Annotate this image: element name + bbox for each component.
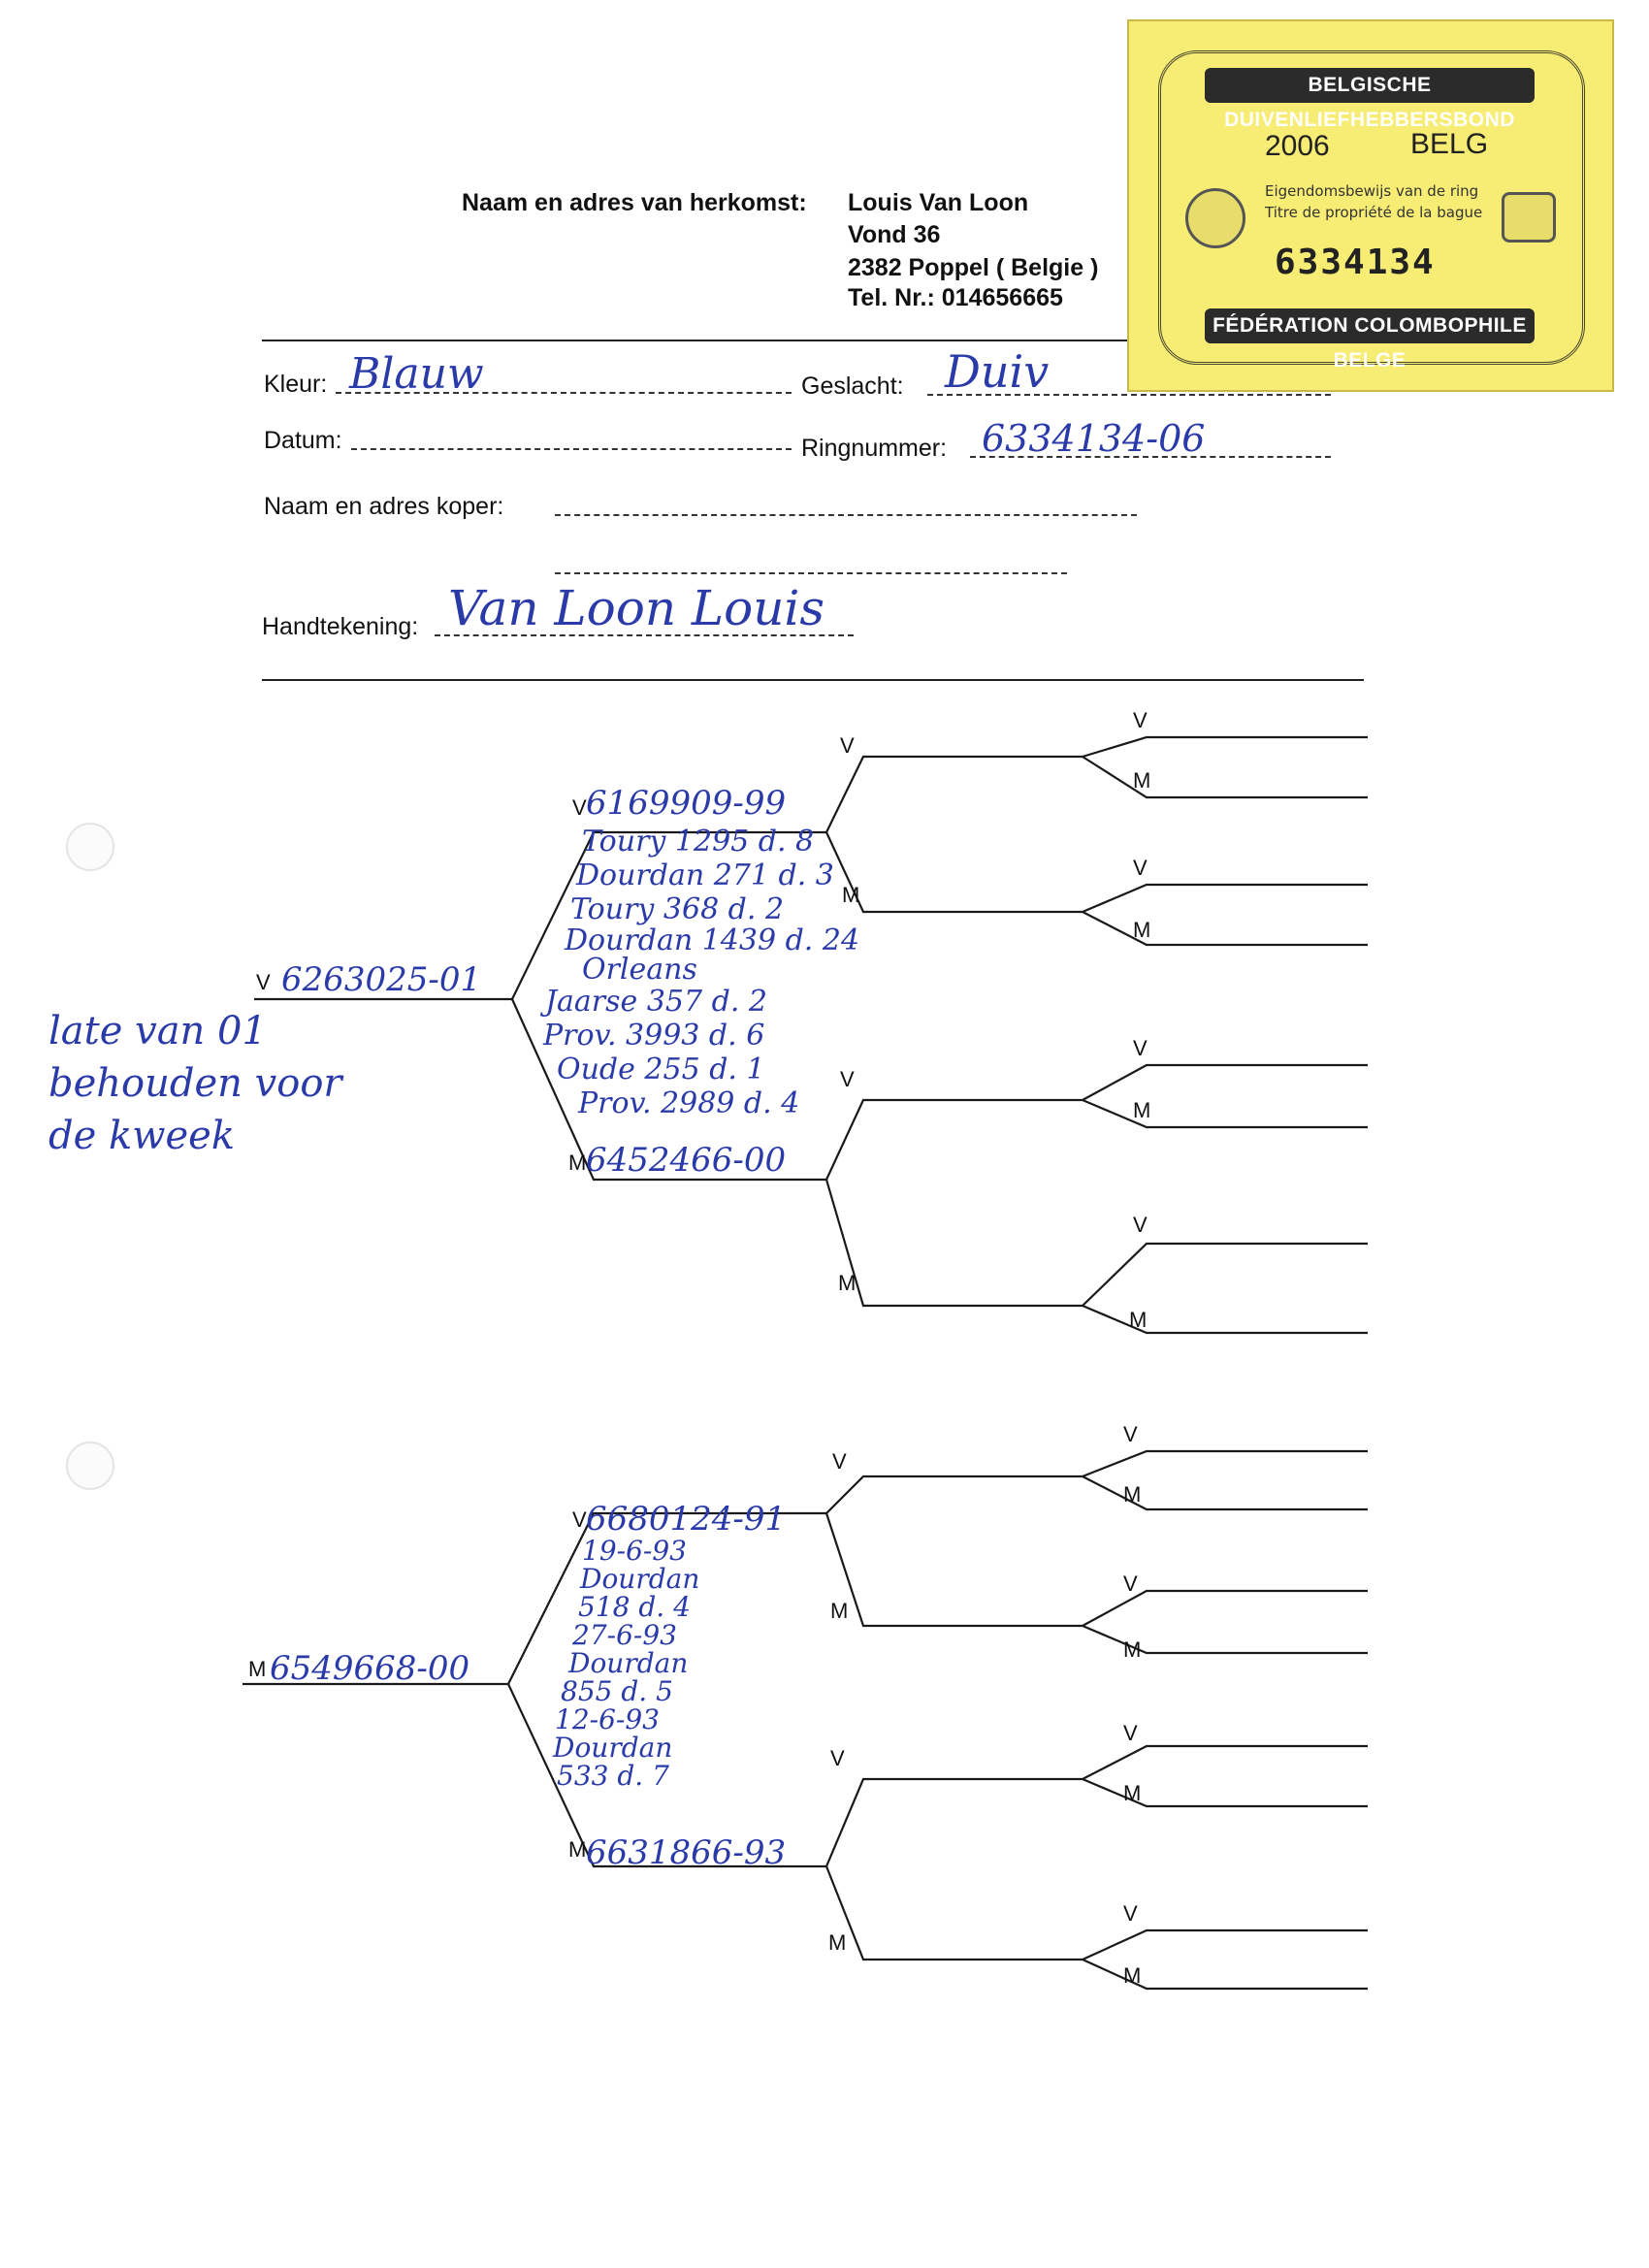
father-results xyxy=(543,825,859,1120)
mother-dam-ring: 6631866-93 xyxy=(586,1833,787,1872)
marker-ggp8-dam: M xyxy=(1123,1963,1142,1988)
mother-ring: 6549668-00 xyxy=(270,1649,470,1688)
marker-ggp2-dam: M xyxy=(1133,918,1151,942)
result-line: Toury 1295 d. 8 xyxy=(582,825,815,859)
gp4-sire-line xyxy=(826,1779,1083,1866)
marker-mother-sire: V xyxy=(572,1507,587,1532)
marker-gp2-dam: M xyxy=(838,1271,857,1295)
result-line: 855 d. 5 xyxy=(561,1675,673,1707)
origin-city: 2382 Poppel ( Belgie ) xyxy=(848,254,1099,281)
origin-label: Naam en adres van herkomst: xyxy=(462,189,807,216)
result-line: Oude 255 d. 1 xyxy=(557,1053,765,1086)
stamp-country: BELG xyxy=(1410,128,1489,160)
result-line: Dourdan 271 d. 3 xyxy=(576,859,834,892)
marker-ggp7-sire: V xyxy=(1123,1721,1138,1745)
kleur-value: Blauw xyxy=(349,349,484,399)
result-line: Prov. 3993 d. 6 xyxy=(543,1019,765,1053)
marker-ggp2-sire: V xyxy=(1133,856,1148,880)
marker-ggp8-sire: V xyxy=(1123,1901,1138,1926)
geslacht-label: Geslacht: xyxy=(801,373,904,400)
marker-gp1-sire: V xyxy=(840,733,855,758)
geslacht-value: Duiv xyxy=(945,345,1050,398)
gp2-dam-line xyxy=(826,1180,1083,1306)
stamp-line-2: Titre de propriété de la bague xyxy=(1265,204,1483,221)
marker-father-dam: M xyxy=(568,1150,587,1175)
result-line: 518 d. 4 xyxy=(578,1591,691,1623)
result-line: 12-6-93 xyxy=(555,1703,660,1735)
marker-ggp3-sire: V xyxy=(1133,1036,1148,1060)
kleur-label: Kleur: xyxy=(264,371,328,398)
origin-phone: Tel. Nr.: 014656665 xyxy=(848,284,1063,311)
origin-street: Vond 36 xyxy=(848,221,941,248)
result-line: Dourdan xyxy=(553,1732,673,1764)
ggp3-line xyxy=(1083,1065,1368,1127)
gp2-sire-line xyxy=(826,1100,1083,1180)
note-line: behouden voor xyxy=(48,1061,342,1106)
result-line: Jaarse 357 d. 2 xyxy=(545,985,767,1019)
father-sire-ring: 6169909-99 xyxy=(586,784,787,823)
marker-mother-dam: M xyxy=(568,1837,587,1862)
gp4-dam-line xyxy=(826,1866,1083,1960)
gp1-dam-line xyxy=(826,832,1083,912)
marker-mother: M xyxy=(248,1657,267,1681)
marker-ggp6-sire: V xyxy=(1123,1571,1138,1596)
marker-ggp4-sire: V xyxy=(1133,1213,1148,1237)
marker-gp4-sire: V xyxy=(830,1746,845,1770)
marker-ggp1-dam: M xyxy=(1133,768,1151,793)
marker-gp1-dam: M xyxy=(842,883,860,907)
ringnummer-label: Ringnummer: xyxy=(801,435,948,462)
marker-father: V xyxy=(256,970,271,994)
marker-father-sire: V xyxy=(572,795,587,820)
father-dam-ring: 6452466-00 xyxy=(586,1141,787,1180)
gp3-sire-line xyxy=(826,1476,1083,1513)
ringnummer-value: 6334134-06 xyxy=(982,417,1206,460)
father-ring: 6263025-01 xyxy=(281,960,482,999)
note-line: de kweek xyxy=(48,1114,236,1158)
ggp2-line xyxy=(1083,885,1368,945)
marker-gp3-sire: V xyxy=(832,1449,847,1474)
marker-ggp1-sire: V xyxy=(1133,708,1148,732)
ggp4-line xyxy=(1083,1244,1368,1333)
marker-ggp5-sire: V xyxy=(1123,1422,1138,1446)
result-line: Toury 368 d. 2 xyxy=(570,892,785,926)
stamp-ring-number: 6334134 xyxy=(1275,243,1436,282)
gp1-sire-line xyxy=(826,757,1083,832)
result-line: Prov. 2989 d. 4 xyxy=(578,1086,800,1120)
stamp-top-banner: BELGISCHE DUIVENLIEFHEBBERSBOND xyxy=(1205,68,1535,103)
result-line: Dourdan xyxy=(568,1647,689,1679)
marker-gp3-dam: M xyxy=(830,1599,849,1623)
ggp1-line xyxy=(1083,737,1368,797)
result-line: Dourdan 1439 d. 24 xyxy=(565,923,860,957)
note-line: late van 01 xyxy=(48,1009,267,1053)
origin-name: Louis Van Loon xyxy=(848,189,1029,216)
marker-ggp3-dam: M xyxy=(1133,1098,1151,1122)
marker-gp4-dam: M xyxy=(828,1930,847,1955)
margin-note xyxy=(48,1005,342,1162)
mother-sire-ring: 6680124-91 xyxy=(586,1500,787,1539)
datum-label: Datum: xyxy=(264,427,342,454)
stamp-year: 2006 xyxy=(1265,130,1330,162)
signature: Van Loon Louis xyxy=(448,580,825,636)
result-line: 27-6-93 xyxy=(572,1619,677,1651)
stamp-line-1: Eigendomsbewijs van de ring xyxy=(1265,182,1479,200)
marker-ggp7-dam: M xyxy=(1123,1781,1142,1805)
result-line: Dourdan xyxy=(580,1563,700,1595)
mother-results xyxy=(543,1537,699,1790)
marker-ggp4-dam: M xyxy=(1129,1308,1148,1332)
result-line: 533 d. 7 xyxy=(557,1760,669,1792)
marker-ggp5-dam: M xyxy=(1123,1482,1142,1507)
gp3-dam-line xyxy=(826,1513,1083,1626)
handtekening-label: Handtekening: xyxy=(262,613,419,640)
stamp-bottom-banner: FÉDÉRATION COLOMBOPHILE BELGE xyxy=(1205,308,1535,343)
marker-ggp6-dam: M xyxy=(1123,1637,1142,1662)
marker-gp2-sire: V xyxy=(840,1067,855,1091)
result-line: Orleans xyxy=(582,953,697,987)
result-line: 19-6-93 xyxy=(582,1535,687,1567)
koper-label: Naam en adres koper: xyxy=(264,493,504,520)
